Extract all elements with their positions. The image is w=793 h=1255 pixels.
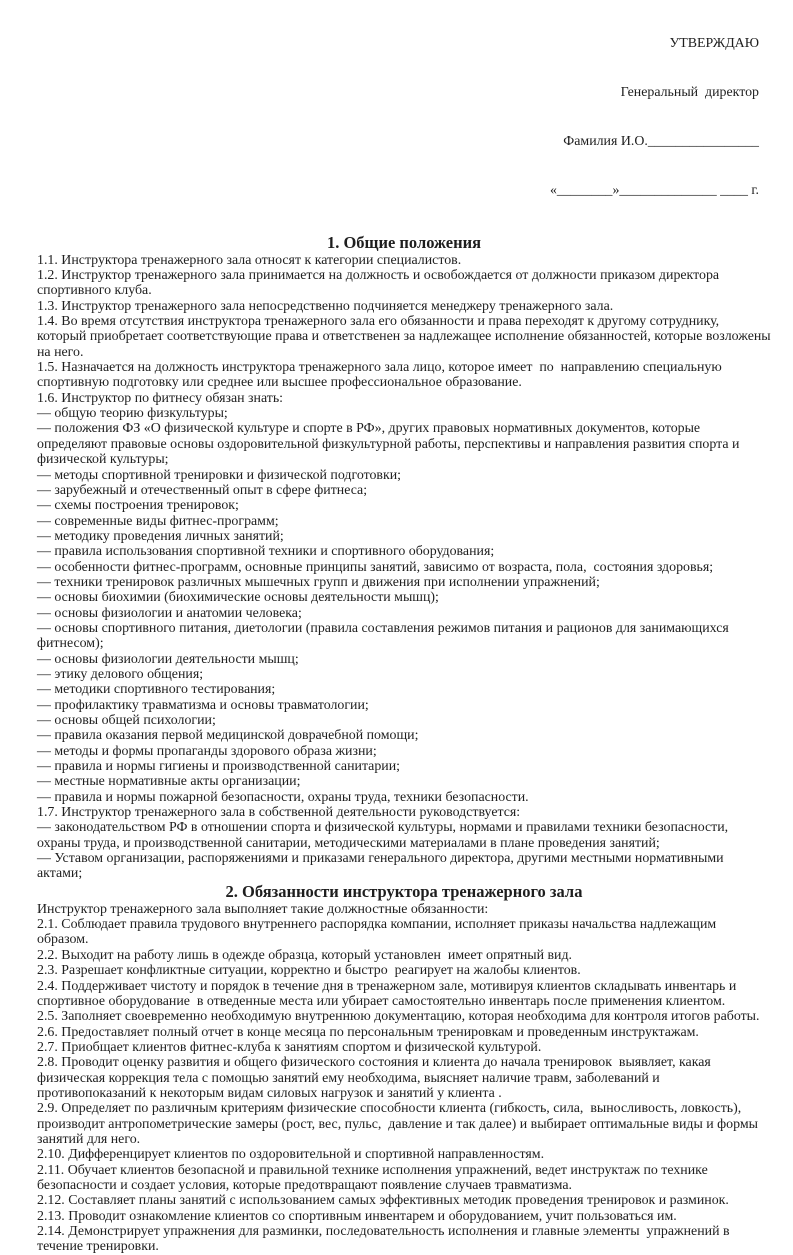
- paragraph: — основы физиологии деятельности мышц;: [37, 651, 299, 667]
- paragraph: 2.13. Проводит ознакомление клиентов со спортивным инвентарем и оборудованием, учит пользоваться им.: [37, 1208, 677, 1224]
- paragraph: — правила использования спортивной техники и спортивного оборудования;: [37, 544, 495, 560]
- paragraph: — особенности фитнес-программ, основные принципы занятий, зависимо от возраста, пола, состояния здоровья;: [37, 559, 714, 575]
- paragraph: — законодательством РФ в отношении спорта и физической культуры, нормами и правилами техники безопасности, охраны труда, и производственной санитарии, методическими материалами в плане проведения занятий;: [37, 820, 732, 851]
- paragraph: — основы спортивного питания, диетологии (правила составления режимов питания и рационов для занимающихся фитнесом);: [37, 620, 733, 652]
- paragraph: — Уставом организации, распоряжениями и приказами генерального директора, другими местными нормативными актами;: [37, 851, 728, 882]
- paragraph: 2.14. Демонстрирует упражнения для разминки, последовательность исполнения и главные элементы упражнений в течение тренировки.: [37, 1224, 734, 1255]
- paragraph: 1.6. Инструктор по фитнесу обязан знать:: [37, 390, 284, 406]
- paragraph: 1.2. Инструктор тренажерного зала принимается на должность и освобождается от должности приказом директора спортивного клуба.: [37, 268, 723, 299]
- paragraph: — схемы построения тренировок;: [37, 498, 239, 514]
- paragraph: — техники тренировок различных мышечных групп и движения при исполнении упражнений;: [37, 574, 600, 590]
- paragraph: — методику проведения личных занятий;: [37, 528, 284, 544]
- paragraph: 2.11. Обучает клиентов безопасной и правильной технике исполнения упражнений, ведет инструктаж по технике безопасности и создает условия, которые предотвращают появление случаев травматизма.: [37, 1162, 712, 1193]
- paragraph: Инструктор тренажерного зала выполняет такие должностные обязанности:: [37, 901, 489, 917]
- paragraph: 2.12. Составляет планы занятий с использованием самых эффективных методик проведения тренировок и разминок.: [37, 1193, 729, 1209]
- approval-date-line: «________»______________ ____ г.: [549, 183, 759, 199]
- paragraph: — правила и нормы гигиены и производственной санитарии;: [37, 759, 401, 775]
- paragraph: — основы биохимии (биохимические основы деятельности мышц);: [37, 590, 439, 606]
- section2-body: [37, 902, 771, 1255]
- paragraph: — методы спортивной тренировки и физической подготовки;: [37, 467, 402, 483]
- paragraph: — методы и формы пропаганды здорового образа жизни;: [37, 743, 377, 759]
- paragraph: 2.1. Соблюдает правила трудового внутреннего распорядка компании, исполняет приказы начальства надлежащим образом.: [37, 917, 720, 948]
- paragraph: — общую теорию физкультуры;: [37, 406, 228, 422]
- section2-title: 2. Обязанности инструктора тренажерного зала: [225, 881, 583, 901]
- section1-title: 1. Общие положения: [326, 232, 482, 252]
- approval-signature-line: Фамилия И.О.________________: [563, 134, 759, 150]
- paragraph: 2.8. Проводит оценку развития и общего физического состояния и клиента до начала тренировок выявляет, какая физическая коррекция тела с помощью занятий ему необходима, выясняет наличие травм, заболеваний и противопоказаний к некоторым видам силовых нагрузок и занятий у клиента .: [37, 1055, 715, 1101]
- paragraph: — современные виды фитнес-программ;: [37, 513, 279, 529]
- paragraph: 2.6. Предоставляет полный отчет в конце месяца по персональным тренировкам и проведенным инструктажам.: [37, 1024, 699, 1040]
- paragraph: 2.3. Разрешает конфликтные ситуации, корректно и быстро реагирует на жалобы клиентов.: [37, 963, 581, 979]
- paragraph: — зарубежный и отечественный опыт в сфере фитнеса;: [37, 482, 368, 498]
- paragraph: — профилактику травматизма и основы травматологии;: [37, 697, 369, 713]
- paragraph: 1.3. Инструктор тренажерного зала непосредственно подчиняется менеджеру тренажерного зала.: [37, 298, 614, 314]
- paragraph: — правила оказания первой медицинской доврачебной помощи;: [37, 728, 419, 744]
- section1-body: [37, 252, 775, 882]
- paragraph: — методики спортивного тестирования;: [37, 682, 276, 698]
- paragraph: 2.7. Приобщает клиентов фитнес-клуба к занятиям спортом и физической культурой.: [37, 1039, 542, 1055]
- paragraph: 2.5. Заполняет своевременно необходимую внутреннюю документацию, которая необходима для контроля итогов работы.: [37, 1009, 760, 1025]
- paragraph: 2.10. Дифференцирует клиентов по оздоровительной и спортивной направленностям.: [37, 1147, 545, 1163]
- paragraph: — местные нормативные акты организации;: [37, 774, 301, 790]
- approval-stamp: УТВЕРЖДАЮ: [669, 35, 759, 51]
- paragraph: 1.1. Инструктора тренажерного зала относят к категории специалистов.: [37, 252, 462, 268]
- paragraph: — положения ФЗ «О физической культуре и спорте в РФ», других правовых нормативных документов, которые определяют правовые основы оздоровительной физкультурной работы, перспективы и направления развития спорта и физической культуры;: [37, 421, 743, 468]
- approval-position: Генеральный директор: [620, 85, 759, 101]
- paragraph: 1.4. Во время отсутствия инструктора тренажерного зала его обязанности и права переходят к другому сотруднику, который приобретает соответствующие права и ответственен за надлежащее исполнение обязанностей, которые возложены на него.: [37, 314, 775, 360]
- paragraph: 1.7. Инструктор тренажерного зала в собственной деятельности руководствуется:: [37, 805, 521, 821]
- paragraph: — основы общей психологии;: [37, 713, 216, 728]
- paragraph: 2.4. Поддерживает чистоту и порядок в течение дня в тренажерном зале, мотивируя клиентов складывать инвентарь и спортивное оборудование в отведенные места или убирает самостоятельно инвентарь после применения клиентом.: [37, 978, 740, 1009]
- paragraph: 2.2. Выходит на работу лишь в одежде образца, который установлен имеет опрятный вид.: [37, 947, 573, 963]
- paragraph: — основы физиологии и анатомии человека;: [37, 605, 302, 621]
- paragraph: 2.9. Определяет по различным критериям физические способности клиента (гибкость, сила, выносливость, ловкость), производит антропометрические замеры (рост, вес, пульс, давление и так далее) и выбирает оптимальные виды и формы занятий для него.: [37, 1101, 762, 1147]
- paragraph: 1.5. Назначается на должность инструктора тренажерного зала лицо, которое имеет по направлению специальную спортивную подготовку или среднее или высшее профессиональное образование.: [37, 360, 726, 391]
- approval-block: [37, 3, 771, 233]
- paragraph: — этику делового общения;: [37, 666, 204, 682]
- paragraph: — правила и нормы пожарной безопасности, охраны труда, техники безопасности.: [37, 789, 529, 805]
